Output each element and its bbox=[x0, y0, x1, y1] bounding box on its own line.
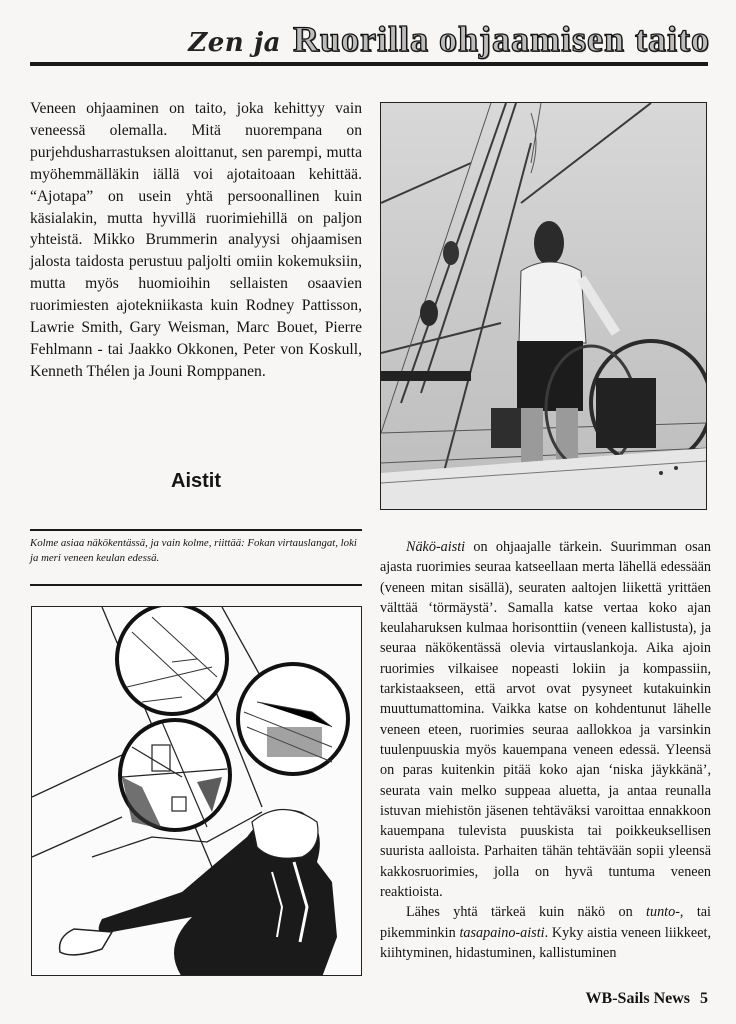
helmsman-photo-image bbox=[381, 103, 707, 510]
article-title bbox=[30, 18, 710, 68]
page-footer bbox=[480, 990, 708, 1008]
intro-paragraph: Veneen ohjaaminen on taito, joka kehittyy vain veneessä olemalla. Mitä nuorempana on purjehdusharrastuksen aloittanut, sen parempi, mutta myöhemmälläkin iällä voi ajotaitoaan kehittää. “Ajotapa” on usein yhtä persoonallinen kuin käsialakin, mutta hyvillä ruorimiehillä on paljon yhteistä. Mikko Brummerin analyysi ohjaamisen jalosta taidosta perustuu paljolti omiin kokemuksiin, mutta myös huomioihin sellaisten osaavien ruorimiesten ajotekniikasta kuin Rodney Pattisson, Lawrie Smith, Gary Weisman, Marc Bouet, Pierre Fehlmann - tai Jaakko Okkonen, Peter von Koskull, Kenneth Thélen ja Jouni Romppanen. bbox=[30, 100, 362, 380]
body-paragraph-2-text-c: . Kyky aistia veneen liikkeet, kiihtyminen, hidastuminen, kallistuminen bbox=[380, 924, 711, 961]
page-number: 5 bbox=[700, 990, 708, 1007]
term-tunto: tunto- bbox=[646, 904, 680, 921]
helmsman-illustration bbox=[31, 606, 362, 976]
term-nako-aisti: Näkö-aisti bbox=[406, 539, 466, 555]
body-paragraph-2-text-b: , tai pikemminkin bbox=[380, 904, 711, 941]
term-tasapaino-aisti: tasapaino-aisti bbox=[459, 924, 545, 941]
caption-bottom-rule bbox=[30, 584, 362, 586]
helmsman-illustration-drawing bbox=[32, 607, 362, 976]
body-paragraph-2-text-a: Lähes yhtä tärkeä kuin näkö on bbox=[406, 904, 647, 921]
section-heading: Aistit bbox=[171, 470, 221, 492]
figure-caption: Kolme asiaa näkökentässä, ja vain kolme, riittää: Fokan virtauslangat, loki ja meri veneen keulan edessä. bbox=[30, 537, 357, 564]
body-column bbox=[380, 537, 711, 963]
title-main: Ruorilla ohjaamisen taito bbox=[293, 19, 710, 59]
publication-name: WB-Sails News bbox=[585, 990, 690, 1007]
body-paragraph-1 bbox=[380, 537, 711, 902]
caption-top-rule bbox=[30, 529, 362, 531]
body-paragraph-1-text: on ohjaajalle tärkein. Suurimman osan ajasta ruorimies seuraa katseellaan merta lähellä edessään (veneen mitan sisällä), seuraten aaltojen liikettä yrittäen välttää ‘törmäystä’. Samalla katse vertaa koko ajan keulaharuksen kulmaa horisonttiin (veneen kallistusta), ja seuraa näkökentässä olevia virtauslankoja. Aika ajoin ruorimies vilkaisee nopeasti lokiin ja kompassiin, tarkistaakseen, että arvot ovat pysyneet kutakuinkin muuttumattomina. Vaikka katse on kohdentunut lähelle veneen eteen, ruorimies seuraa aallokkoa ja varsinkin tuulenpuuskia myös kauempana veneen edessä. Yleensä on paras kuitenkin pitää koko ajan ‘niska jäykkänä’, seurata vain melko suppeaa aluetta, ja antaa reunalla istuvan miehistön jäsenen tehtäväksi varoittaa ennakkoon kauempana tulevista puuskista tai poikkeuksellisen suurista aalloista. Parhaiten tähän tehtävään sopii yleensä kakkosruorimies, jolla on hyvä tuntuma veneen reaktioista. bbox=[380, 539, 711, 901]
body-paragraph-2 bbox=[380, 902, 711, 963]
title-prefix: Zen ja bbox=[188, 28, 281, 58]
helmsman-photo bbox=[380, 102, 707, 510]
title-underline bbox=[30, 62, 708, 66]
